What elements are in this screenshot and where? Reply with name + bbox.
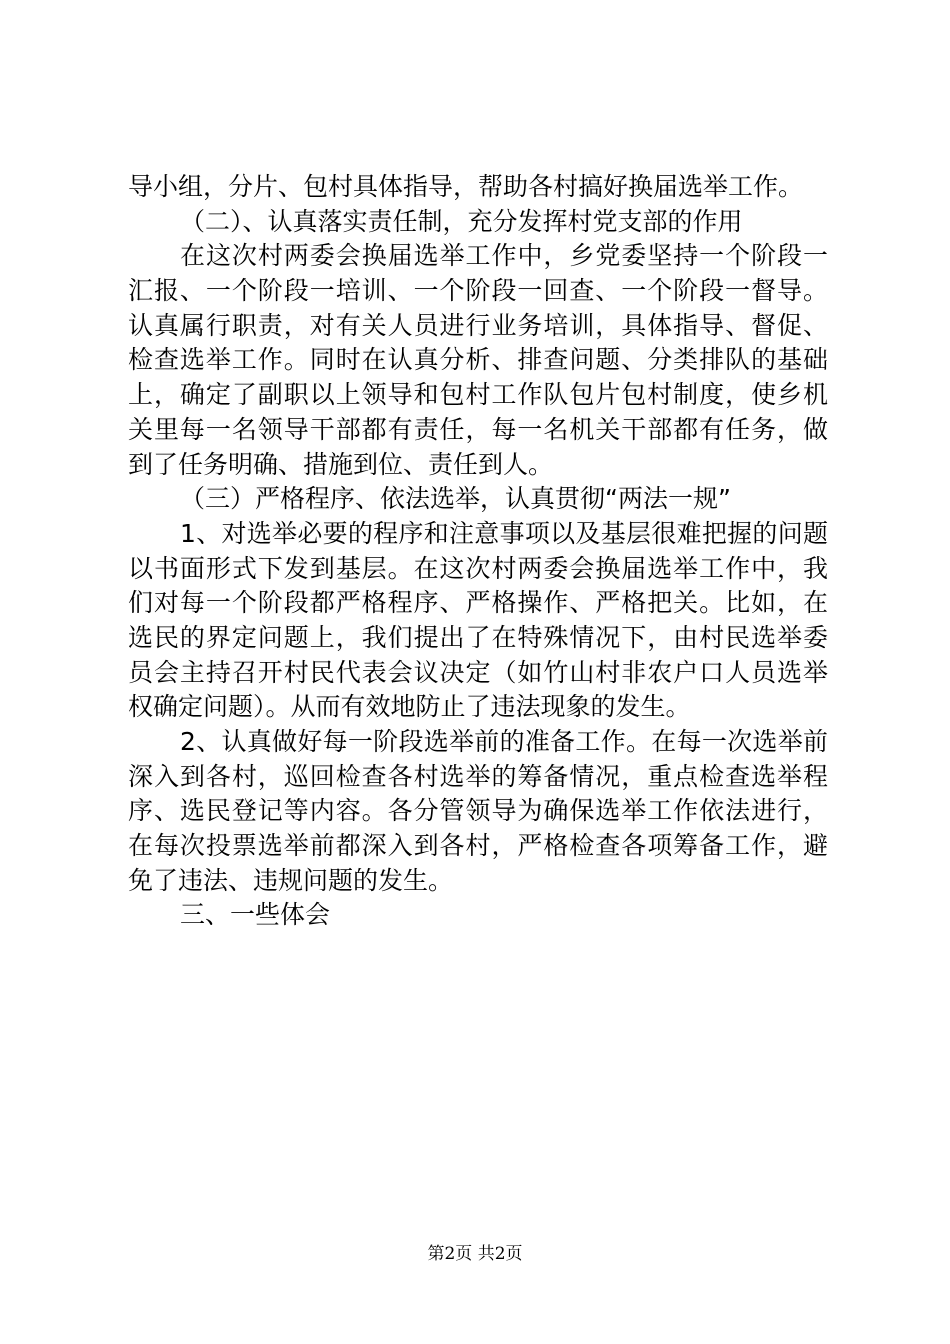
paragraph-line: 权确定问题）。从而有效地防止了违法现象的发生。 — [128, 692, 691, 722]
paragraph-line: 们对每一个阶段都严格程序、严格操作、严格把关。比如，在 — [128, 588, 828, 618]
paragraph-line: 关里每一名领导干部都有责任，每一名机关干部都有任务，做 — [128, 414, 828, 444]
paragraph-line: 在这次村两委会换届选举工作中，乡党委坚持一个阶段一 — [180, 241, 828, 271]
paragraph-line: 选民的界定问题上，我们提出了在特殊情况下，由村民选举委 — [128, 622, 828, 652]
paragraph-line: 检查选举工作。同时在认真分析、排查问题、分类排队的基础 — [128, 345, 828, 375]
section-heading: （二）、认真落实责任制，充分发挥村党支部的作用 — [180, 206, 743, 236]
paragraph-line: 以书面形式下发到基层。在这次村两委会换届选举工作中，我 — [128, 553, 828, 583]
page-number-footer: 第2页 共2页 — [427, 1244, 523, 1264]
paragraph-line: 认真属行职责，对有关人员进行业务培训，具体指导、督促、 — [128, 310, 828, 340]
paragraph-line: 到了任务明确、措施到位、责任到人。 — [128, 449, 554, 479]
paragraph-line: 上，确定了副职以上领导和包村工作队包片包村制度，使乡机 — [128, 380, 828, 410]
paragraph-line: 深入到各村，巡回检查各村选举的筹备情况，重点检查选举程 — [128, 761, 828, 791]
paragraph-line: 导小组，分片、包村具体指导，帮助各村搞好换届选举工作。 — [128, 172, 804, 201]
paragraph-line: 1、对选举必要的程序和注意事项以及基层很难把握的问题 — [180, 518, 828, 548]
section-heading: 三、一些体会 — [180, 900, 331, 930]
paragraph-line: 汇报、一个阶段一培训、一个阶段一回查、一个阶段一督导。 — [128, 276, 828, 306]
paragraph-line: 在每次投票选举前都深入到各村，严格检查各项筹备工作，避 — [128, 831, 828, 861]
paragraph-line: 序、选民登记等内容。各分管领导为确保选举工作依法进行， — [128, 796, 828, 826]
paragraph-line: 免了违法、违规问题的发生。 — [128, 865, 454, 895]
body-text — [128, 170, 828, 933]
paragraph-line: 2、认真做好每一阶段选举前的准备工作。在每一次选举前 — [180, 727, 828, 756]
paragraph-line: 员会主持召开村民代表会议决定（如竹山村非农户口人员选举 — [128, 657, 828, 687]
section-heading: （三）严格程序、依法选举，认真贯彻“两法一规” — [180, 484, 731, 514]
